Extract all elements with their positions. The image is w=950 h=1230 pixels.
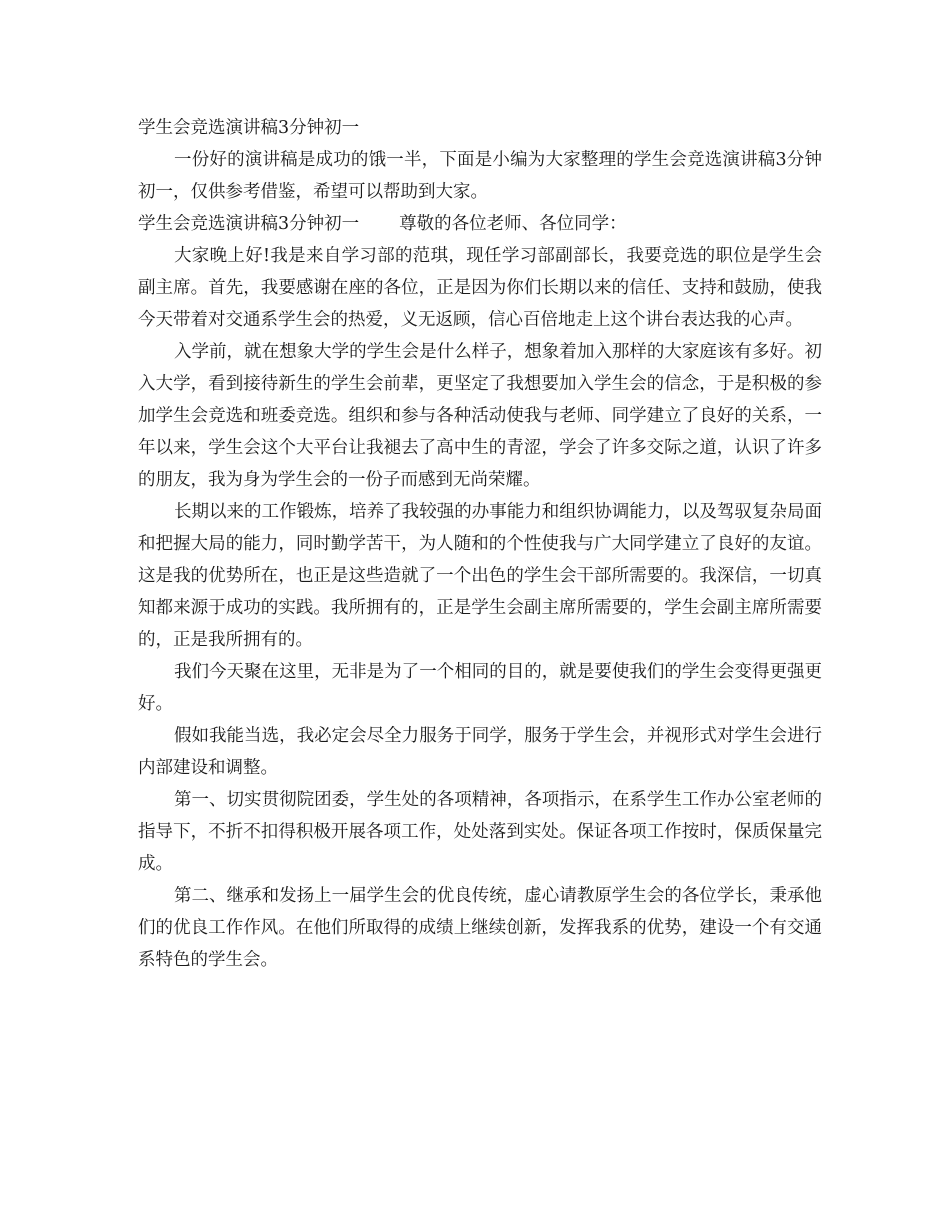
body-paragraph-2: 入学前，就在想象大学的学生会是什么样子，想象着加入那样的大家庭该有多好。初入大学，看到接待新生的学生会前辈，更坚定了我想要加入学生会的信念，于是积极的参加学生会竞选和班委竞选。组织和参与各种活动使我与老师、同学建立了良好的关系，一年以来，学生会这个大平台让我褪去了高中生的青涩，学会了许多交际之道，认识了许多的朋友，我为身为学生会的一份子而感到无尚荣耀。 — [138, 342, 822, 490]
document-title: 学生会竞选演讲稿3分钟初一 — [138, 118, 360, 138]
body-paragraph-6: 第一、切实贯彻院团委，学生处的各项精神，各项指示，在系学生工作办公室老师的指导下，不折不扣得积极开展各项工作，处处落到实处。保证各项工作按时，保质保量完成。 — [138, 790, 822, 874]
body-paragraph-3: 长期以来的工作锻炼，培养了我较强的办事能力和组织协调能力，以及驾驭复杂局面和把握大局的能力，同时勤学苦干，为人随和的个性使我与广大同学建立了良好的友谊。这是我的优势所在，也正是这些造就了一个出色的学生会干部所需要的。我深信，一切真知都来源于成功的实践。我所拥有的，正是学生会副主席所需要的，学生会副主席所需要的，正是我所拥有的。 — [138, 502, 822, 650]
body-paragraph-5: 假如我能当选，我必定会尽全力服务于同学，服务于学生会，并视形式对学生会进行内部建设和调整。 — [138, 726, 822, 778]
document-body — [138, 112, 822, 976]
section-heading — [138, 208, 822, 240]
body-paragraph-4: 我们今天聚在这里，无非是为了一个相同的目的，就是要使我们的学生会变得更强更好。 — [138, 662, 822, 714]
greeting: 尊敬的各位老师、各位同学： — [399, 214, 627, 234]
intro-paragraph: 一份好的演讲稿是成功的饿一半，下面是小编为大家整理的学生会竞选演讲稿3分钟初一，仅供参考借鉴，希望可以帮助到大家。 — [138, 150, 822, 202]
section-subtitle: 学生会竞选演讲稿3分钟初一 — [138, 214, 360, 234]
body-paragraph-1: 大家晚上好!我是来自学习部的范琪，现任学习部副部长，我要竞选的职位是学生会副主席。首先，我要感谢在座的各位，正是因为你们长期以来的信任、支持和鼓励，使我今天带着对交通系学生会的热爱，义无返顾，信心百倍地走上这个讲台表达我的心声。 — [138, 246, 822, 330]
body-paragraph-7: 第二、继承和发扬上一届学生会的优良传统，虚心请教原学生会的各位学长，秉承他们的优良工作作风。在他们所取得的成绩上继续创新，发挥我系的优势，建设一个有交通系特色的学生会。 — [138, 886, 822, 970]
